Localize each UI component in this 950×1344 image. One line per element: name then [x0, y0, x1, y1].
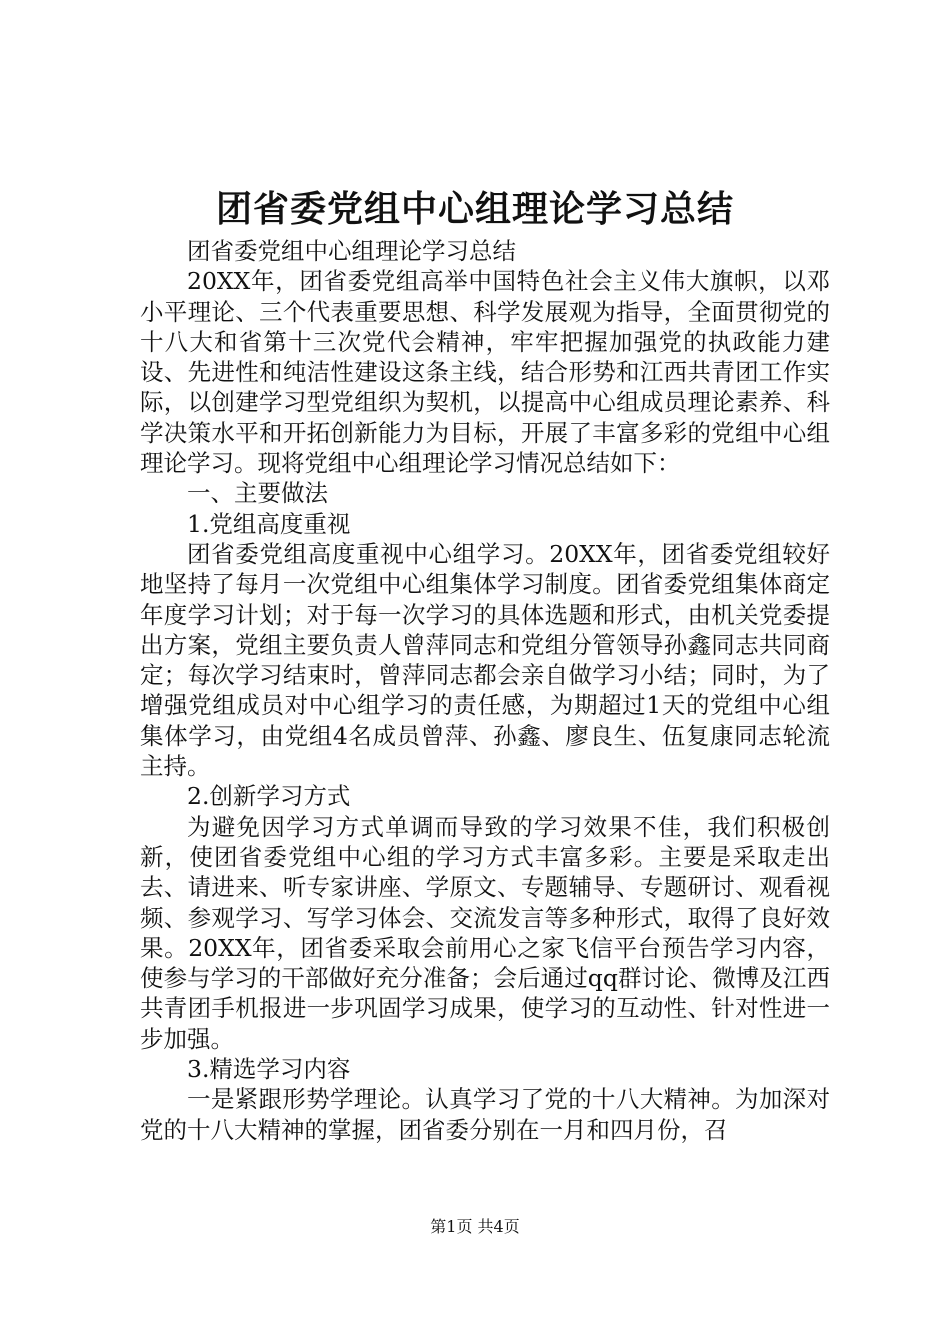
- paragraph-intro: 20XX年，团省委党组高举中国特色社会主义伟大旗帜，以邓小平理论、三个代表重要思想、科学发展观为指导，全面贯彻党的十八大和省第十三次党代会精神，牢牢把握加强党的执政能力建设、先进性和纯洁性建设这条主线，结合形势和江西共青团工作实际，以创建学习型党组织为契机，以提高中心组成员理论素养、科学决策水平和开拓创新能力为目标，开展了丰富多彩的党组中心组理论学习。现将党组中心组理论学习情况总结如下：: [140, 267, 830, 478]
- document-title: 团省委党组中心组理论学习总结: [215, 188, 734, 230]
- subheading-selected-content: 3.精选学习内容: [187, 1055, 351, 1084]
- paragraph-innovative-methods: 为避免因学习方式单调而导致的学习效果不佳，我们积极创新，使团省委党组中心组的学习方式丰富多彩。主要是采取走出去、请进来、听专家讲座、学原文、专题辅导、专题研讨、观看视频、参观学习、写学习体会、交流发言等多种形式，取得了良好效果。20XX年，团省委采取会前用心之家飞信平台预告学习内容，使参与学习的干部做好充分准备；会后通过qq群讨论、微博及江西共青团手机报进一步巩固学习成果，使学习的互动性、针对性进一步加强。: [140, 812, 830, 1053]
- page-number-footer: 第1页 共4页: [430, 1217, 520, 1236]
- paragraph-subtitle: 团省委党组中心组理论学习总结: [187, 237, 516, 265]
- paragraph-selected-content: 一是紧跟形势学理论。认真学习了党的十八大精神。为加深对党的十八大精神的掌握，团省委分别在一月和四月份，召: [140, 1085, 830, 1144]
- subheading-party-attention: 1.党组高度重视: [187, 509, 351, 538]
- document-body: [140, 236, 830, 1145]
- paragraph-party-attention: 团省委党组高度重视中心组学习。20XX年，团省委党组较好地坚持了每月一次党组中心组集体学习制度。团省委党组集体商定年度学习计划；对于每一次学习的具体选题和形式，由机关党委提出方案，党组主要负责人曾萍同志和党组分管领导孙鑫同志共同商定；每次学习结束时，曾萍同志都会亲自做学习小结；同时，为了增强党组成员对中心组学习的责任感，为期超过1天的党组中心组集体学习，由党组4名成员曾萍、孙鑫、廖良生、伍复康同志轮流主持。: [140, 539, 830, 781]
- section-heading-main-practices: 一、主要做法: [187, 479, 328, 508]
- subheading-innovative-methods: 2.创新学习方式: [187, 782, 351, 811]
